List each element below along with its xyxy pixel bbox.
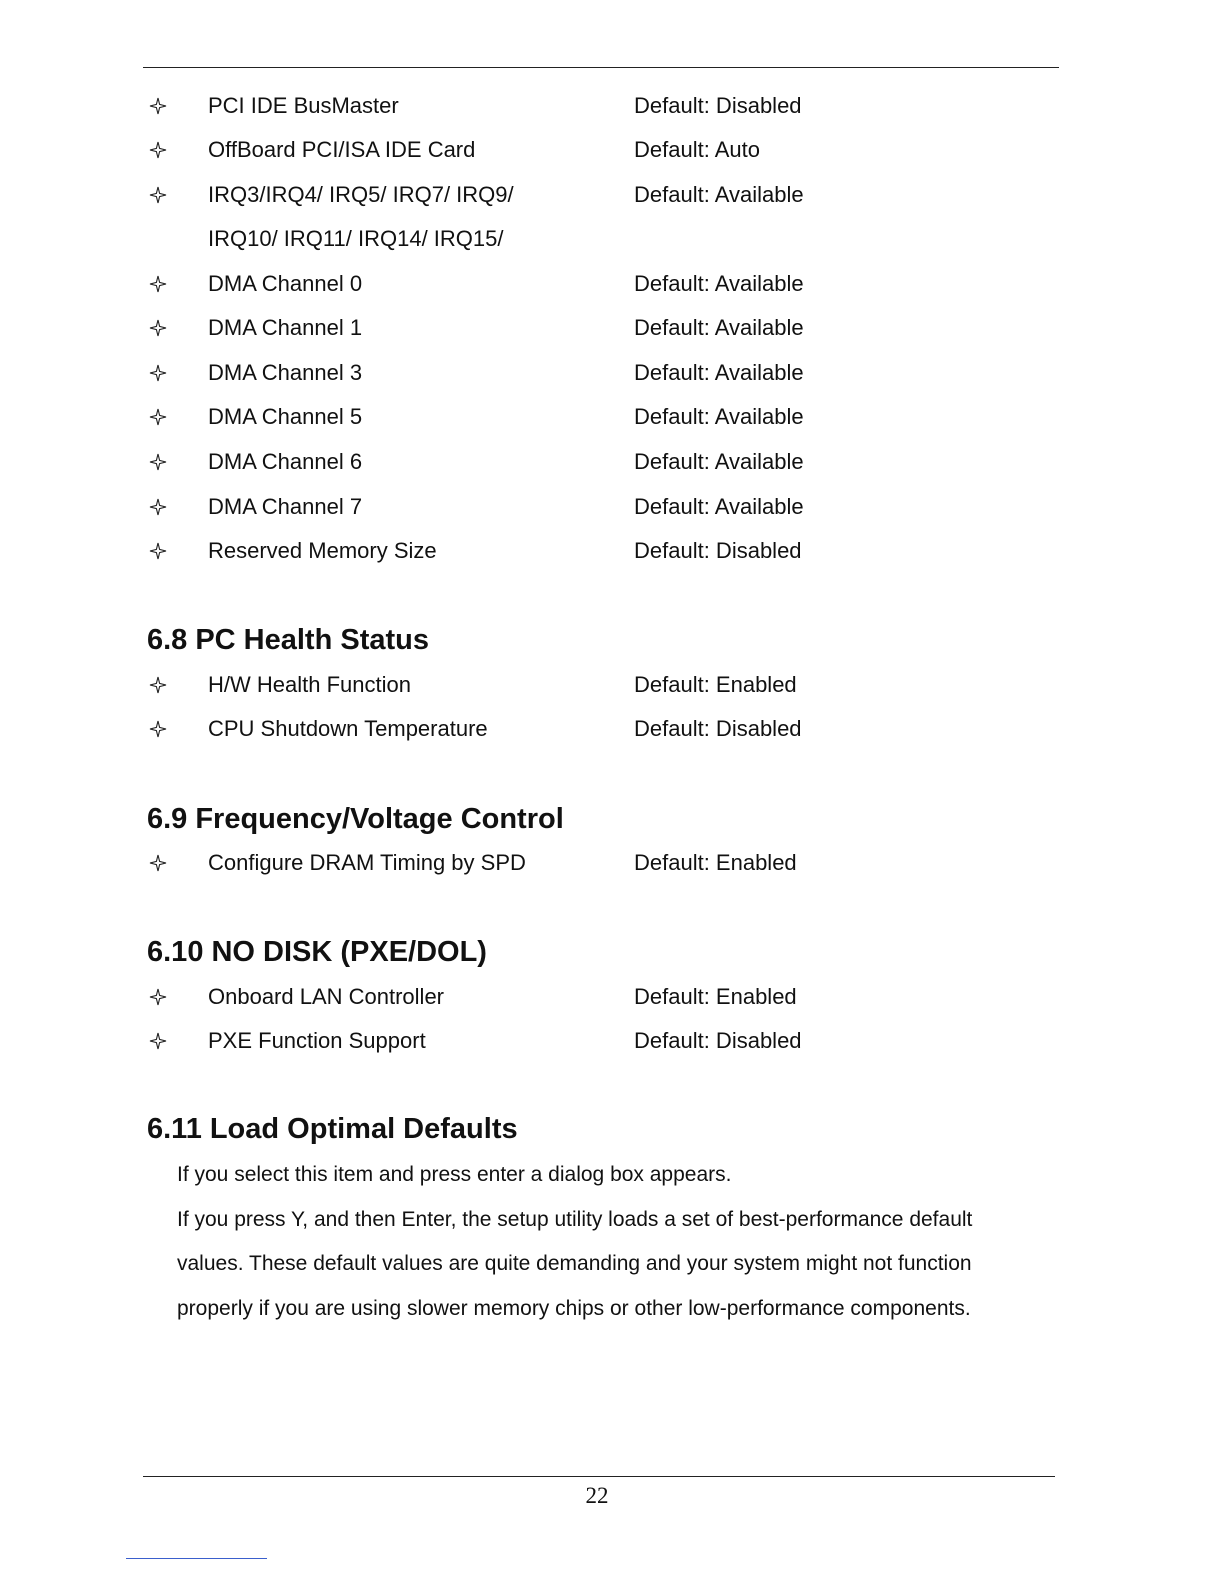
setting-default-value: Default: Disabled (634, 1028, 802, 1053)
setting-row-dma-channel-3 (0, 357, 1224, 389)
setting-default-value: Default: Available (634, 271, 804, 296)
setting-label: Onboard LAN Controller (208, 984, 445, 1009)
setting-row-dma-channel-1 (0, 312, 1224, 344)
setting-label: Configure DRAM Timing by SPD (208, 850, 526, 875)
setting-default-value: Default: Available (634, 182, 804, 207)
setting-label: CPU Shutdown Temperature (208, 716, 488, 741)
four-point-star-bullet-icon (146, 179, 170, 211)
setting-label: DMA Channel 1 (208, 315, 363, 340)
setting-label: DMA Channel 3 (208, 360, 363, 385)
four-point-star-bullet-icon (146, 134, 170, 166)
four-point-star-bullet-icon (146, 535, 170, 567)
setting-row-dma-channel-0 (0, 268, 1224, 300)
section-number: 6.8 (147, 624, 188, 656)
setting-row-offboard-ide-card (0, 134, 1224, 166)
four-point-star-bullet-icon (146, 713, 170, 745)
four-point-star-bullet-icon (146, 847, 170, 879)
section-heading-frequency-voltage-control (147, 801, 564, 837)
setting-label: DMA Channel 0 (208, 271, 363, 296)
setting-row-onboard-lan-controller (0, 981, 1224, 1013)
setting-row-hw-health-function (0, 669, 1224, 701)
setting-row-configure-dram-timing (0, 847, 1224, 879)
setting-default-value: Default: Enabled (634, 672, 797, 697)
header-rule (143, 67, 1059, 68)
four-point-star-bullet-icon (146, 1025, 170, 1057)
setting-label: IRQ3/IRQ4/ IRQ5/ IRQ7/ IRQ9/ (208, 182, 514, 207)
setting-label: DMA Channel 6 (208, 449, 363, 474)
section-title: PC Health Status (195, 624, 429, 656)
setting-row-dma-channel-6 (0, 446, 1224, 478)
section-heading-no-disk (147, 934, 487, 970)
section-title: NO DISK (PXE/DOL) (211, 936, 487, 968)
body-paragraph-line: If you select this item and press enter a dialog box appears. (177, 1163, 732, 1186)
setting-default-value: Default: Disabled (634, 93, 802, 118)
setting-label-continued: IRQ10/ IRQ11/ IRQ14/ IRQ15/ (208, 226, 504, 251)
setting-label: PCI IDE BusMaster (208, 93, 399, 118)
section-number: 6.11 (147, 1113, 202, 1145)
section-heading-pc-health-status (147, 622, 429, 658)
setting-default-value: Default: Available (634, 494, 804, 519)
setting-label: OffBoard PCI/ISA IDE Card (208, 137, 476, 162)
setting-default-value: Default: Available (634, 404, 804, 429)
section-heading-load-optimal-defaults (147, 1111, 518, 1147)
setting-label: DMA Channel 7 (208, 494, 363, 519)
setting-row-reserved-memory-size (0, 535, 1224, 567)
four-point-star-bullet-icon (146, 491, 170, 523)
setting-label: Reserved Memory Size (208, 538, 437, 563)
page-number: 22 (585, 1483, 609, 1508)
setting-row-pci-ide-busmaster (0, 90, 1224, 122)
four-point-star-bullet-icon (146, 446, 170, 478)
setting-row-irq-list (0, 179, 1224, 211)
setting-default-value: Default: Enabled (634, 984, 797, 1009)
setting-label: PXE Function Support (208, 1028, 426, 1053)
setting-default-value: Default: Available (634, 360, 804, 385)
setting-row-cpu-shutdown-temperature (0, 713, 1224, 745)
four-point-star-bullet-icon (146, 401, 170, 433)
section-title: Frequency/Voltage Control (195, 803, 564, 835)
setting-default-value: Default: Available (634, 449, 804, 474)
four-point-star-bullet-icon (146, 669, 170, 701)
section-title: Load Optimal Defaults (209, 1113, 518, 1145)
four-point-star-bullet-icon (146, 312, 170, 344)
setting-default-value: Default: Available (634, 315, 804, 340)
setting-row-dma-channel-7 (0, 491, 1224, 523)
body-paragraph-line: values. These default values are quite demanding and your system might not function (177, 1252, 972, 1275)
body-paragraph-line: If you press Y, and then Enter, the setup utility loads a set of best-performance default (177, 1208, 973, 1231)
setting-default-value: Default: Disabled (634, 538, 802, 563)
setting-default-value: Default: Auto (634, 137, 760, 162)
setting-row-dma-channel-5 (0, 401, 1224, 433)
section-number: 6.10 (147, 936, 204, 968)
four-point-star-bullet-icon (146, 357, 170, 389)
setting-row-irq-list-continued (0, 223, 1224, 255)
body-paragraph-line: properly if you are using slower memory chips or other low-performance components. (177, 1297, 971, 1320)
setting-default-value: Default: Disabled (634, 716, 802, 741)
setting-label: DMA Channel 5 (208, 404, 363, 429)
setting-label: H/W Health Function (208, 672, 411, 697)
setting-default-value: Default: Enabled (634, 850, 797, 875)
section-number: 6.9 (147, 803, 188, 835)
decorative-link-underline (126, 1558, 267, 1559)
four-point-star-bullet-icon (146, 268, 170, 300)
four-point-star-bullet-icon (146, 90, 170, 122)
setting-row-pxe-function-support (0, 1025, 1224, 1057)
four-point-star-bullet-icon (146, 981, 170, 1013)
footer-rule (143, 1476, 1055, 1477)
